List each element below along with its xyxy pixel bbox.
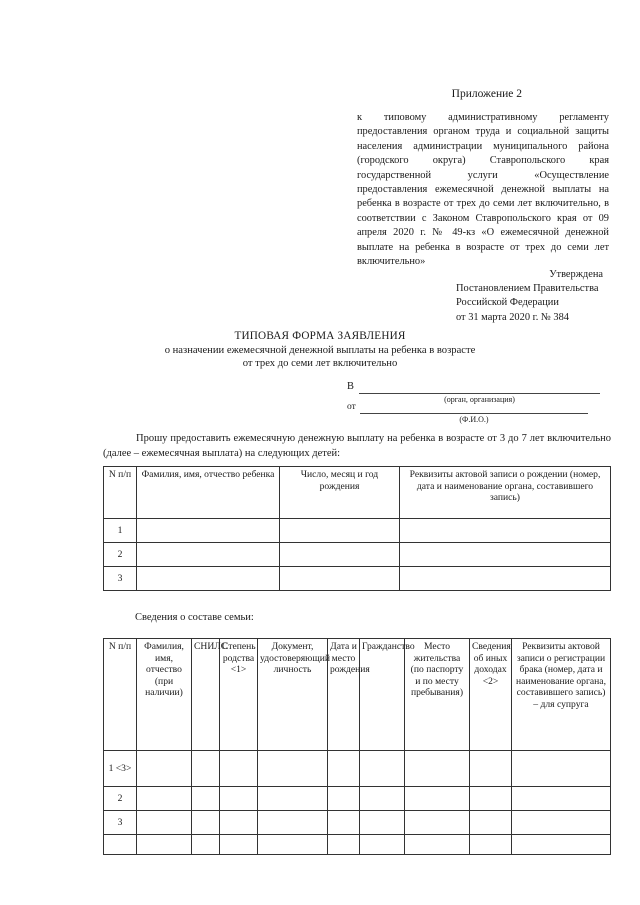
row-number: 2 (104, 543, 137, 567)
table-cell[interactable] (512, 751, 611, 787)
table-cell[interactable] (192, 835, 220, 855)
header-cell: Сведения об иных доходах <2> (470, 639, 512, 751)
table-cell[interactable] (137, 835, 192, 855)
table-row (104, 519, 611, 543)
table-cell[interactable] (328, 751, 360, 787)
header-cell: Число, месяц и год рождения (280, 467, 400, 519)
request-paragraph: Прошу предоставить ежемесячную денежную выплату на ребенка в возрасте от 3 до 7 лет включительно (далее – ежемесячная выплата) на следующих детей: (103, 433, 611, 459)
table-cell[interactable] (328, 835, 360, 855)
header-cell: Фамилия, имя, отчество ребенка (137, 467, 280, 519)
table-cell[interactable] (400, 543, 611, 567)
table-cell[interactable] (137, 811, 192, 835)
row-number: 2 (104, 787, 137, 811)
table-cell[interactable] (258, 787, 328, 811)
approval-status: Утверждена (549, 269, 603, 280)
approval-issuer: Постановлением Правительства (456, 283, 599, 295)
table-cell[interactable] (280, 543, 400, 567)
table-cell[interactable] (280, 519, 400, 543)
addressee-caption: (орган, организация) (444, 395, 515, 404)
table-cell[interactable] (192, 787, 220, 811)
form-title-main: ТИПОВАЯ ФОРМА ЗАЯВЛЕНИЯ (234, 330, 406, 342)
children-table (103, 466, 611, 591)
table-cell[interactable] (137, 543, 280, 567)
header-cell: СНИЛС (192, 639, 220, 751)
family-section-label: Сведения о составе семьи: (135, 612, 254, 623)
table-cell[interactable] (470, 811, 512, 835)
table-cell[interactable] (360, 787, 405, 811)
table-cell[interactable] (280, 567, 400, 591)
table-cell[interactable] (258, 835, 328, 855)
table-cell[interactable] (360, 811, 405, 835)
table-cell[interactable] (220, 811, 258, 835)
appendix-description: к типовому административному регламенту предоставления органом труда и социальной защиты населения администрации муниципального района (городского округа) Ставропольского края государственной услуги «Осуществление предоставления ежемесячной денежной выплаты на ребенка в возрасте от трех до семи лет включительно, в соответствии с Законом Ставропольского края от 09 апреля 2020 г. № 49-кз «О ежемесячной денежной выплате на ребенка в возрасте от трех до семи лет включительно» (357, 112, 609, 268)
table-cell[interactable] (220, 787, 258, 811)
header-cell: Дата и место рождения (328, 639, 360, 751)
row-number (104, 835, 137, 855)
header-cell: N п/п (104, 467, 137, 519)
header-cell: Реквизиты актовой записи о рождении (номер, дата и наименование органа, составившего запись) (400, 467, 611, 519)
form-title-subtitle: о назначении ежемесячной денежной выплаты на ребенка в возрасте (164, 344, 476, 356)
children-table-header (104, 467, 611, 519)
family-table (103, 638, 611, 855)
header-cell: Документ, удостоверяющий личность (258, 639, 328, 751)
row-number: 1 (104, 519, 137, 543)
table-cell[interactable] (512, 835, 611, 855)
row-number: 3 (104, 567, 137, 591)
applicant-prefix: от (347, 402, 356, 412)
header-cell: N п/п (104, 639, 137, 751)
applicant-caption: (Ф.И.О.) (459, 415, 489, 424)
table-cell[interactable] (512, 787, 611, 811)
appendix-label: Приложение 2 (451, 88, 522, 100)
table-cell[interactable] (137, 519, 280, 543)
table-row (104, 811, 611, 835)
header-cell: Гражданство (360, 639, 405, 751)
addressee-line[interactable] (359, 393, 600, 394)
approval-date: от 31 марта 2020 г. № 384 (456, 311, 569, 323)
table-row (104, 543, 611, 567)
table-cell[interactable] (137, 751, 192, 787)
family-table-header (104, 639, 611, 751)
approval-authority: Российской Федерации (456, 297, 559, 309)
table-cell[interactable] (220, 835, 258, 855)
table-cell[interactable] (360, 751, 405, 787)
table-row (104, 751, 611, 787)
table-cell[interactable] (360, 835, 405, 855)
applicant-line[interactable] (360, 413, 588, 414)
row-number: 3 (104, 811, 137, 835)
table-cell[interactable] (137, 567, 280, 591)
table-cell[interactable] (405, 835, 470, 855)
table-cell[interactable] (470, 751, 512, 787)
table-cell[interactable] (192, 751, 220, 787)
table-row (104, 787, 611, 811)
header-cell: Степень родства <1> (220, 639, 258, 751)
table-row (104, 567, 611, 591)
addressee-prefix: В (347, 381, 354, 392)
table-cell[interactable] (405, 787, 470, 811)
approval-block (380, 268, 603, 325)
table-cell[interactable] (405, 751, 470, 787)
table-cell[interactable] (220, 751, 258, 787)
table-cell[interactable] (470, 787, 512, 811)
header-cell: Фамилия, имя, отчество (при наличии) (137, 639, 192, 751)
table-cell[interactable] (512, 811, 611, 835)
table-cell[interactable] (328, 811, 360, 835)
table-cell[interactable] (137, 787, 192, 811)
table-cell[interactable] (328, 787, 360, 811)
table-cell[interactable] (400, 567, 611, 591)
row-number: 1 <3> (104, 751, 137, 787)
table-cell[interactable] (258, 751, 328, 787)
table-cell[interactable] (400, 519, 611, 543)
form-title-subtitle-2: от трех до семи лет включительно (242, 358, 398, 370)
form-title (0, 330, 640, 371)
table-cell[interactable] (405, 811, 470, 835)
header-cell: Место жительства (по паспорту и по месту пребывания) (405, 639, 470, 751)
header-cell: Реквизиты актовой записи о регистрации брака (номер, дата и наименование органа, составившего запись) – для супруга (512, 639, 611, 751)
table-cell[interactable] (258, 811, 328, 835)
table-row (104, 835, 611, 855)
table-cell[interactable] (192, 811, 220, 835)
table-cell[interactable] (470, 835, 512, 855)
